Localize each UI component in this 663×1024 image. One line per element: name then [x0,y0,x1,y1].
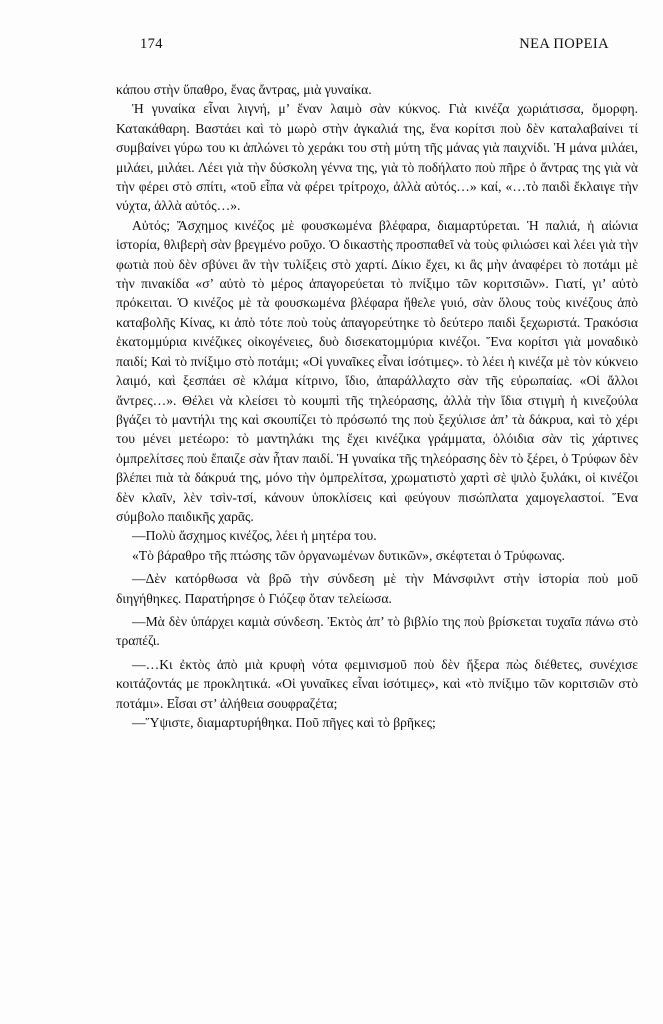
page-header [140,36,609,56]
paragraph: Ἡ γυναίκα εἶναι λιγνή, μ’ ἕναν λαιμὸ σὰν κύκνος. Γιὰ κινέζα χωριάτισσα, ὄμορφη. Κατακάθαρη. Βαστάει καὶ τὸ μωρὸ στὴν ἀγκαλιά της, ἕνα κορίτσι ποὺ δὲν καταλαβαίνει τί συμβαίνει γύρω του κι ἁπλώνει τὸ χεράκι του στὴ μύτη τῆς μάνας γιὰ παιχνίδι. Ἡ μάνα μιλάει, μιλάει, μιλάει. Λέει γιὰ τὴν δύσκολη γέννα της, γιὰ τὸ ποδήλατο ποὺ πῆρε ὁ ἄντρας της γιὰ νὰ τὴν φέρει στὸ σπίτι, «τοῦ εἶπα νὰ φέρει τρίτροχο, ἀλλὰ αὐτός…» καί, «…τὸ παιδὶ ἔκλαιγε τὴν νύχτα, ἀλλὰ αὐτός…». [116,101,638,214]
paragraph: Αὐτός; Ἄσχημος κινέζος μὲ φουσκωμένα βλέφαρα, διαμαρτύρεται. Ἡ παλιά, ἡ αἰώνια ἱστορία, θλιβερὴ σὰν βρεγμένο ροῦχο. Ὁ δικαστὴς προσπαθεῖ νὰ τοὺς φιλιώσει καὶ λέει γιὰ τὴν φωτιὰ ποὺ δὲν σβύνει ἂν τὴν τυλίξεις στὸ χαρτί. Δίκιο ἔχει, κι ἂς μὴν ἀναφέρει τὸ ποτάμι μὲ τὴν πινακίδα «σ’ αὐτὸ τὸ μέρος ἀπαγορεύεται τὸ πνίξιμο τῶν κοριτσιῶν». Γιατί, γι’ αὐτὸ πρόκειται. Ὁ κινέζος μὲ τὰ φουσκωμένα βλέφαρα ἤθελε γυιό, σὰν ὅλους τοὺς κινέζους ἀπὸ καταβολῆς Κίνας, κι ἀπὸ τότε ποὺ τοὺς ἀπαγορεύτηκε τὸ δεύτερο παιδὶ ξεχωριστά. Τρακόσια ἑκατομμύρια κινέζικες οἰκογένειες, δυὸ δισεκατομμύρια κινέζοι. Ἕνα κορίτσι γιὰ μοναδικὸ παιδί; Καὶ τὸ πνίξιμο στὸ ποτάμι; «Οἱ γυναῖκες εἶναι ἰσότιμες». τὸ λέει ἡ κινέζα μὲ τὸν κύκνειο λαιμό, καὶ ξεσπάει σὲ κλάμα κίτρινο, ἴδιο, ἀπαράλλαχτο σὰν τῆς εὐρωπαίας. «Οἱ ἄλλοι ἄντρες…». Θέλει νὰ κλείσει τὸ κουμπὶ τῆς τηλεόρασης, ἀλλὰ τὴν ἴδια στιγμὴ ἡ κινεζούλα βγάζει τὸ μαντήλι της καὶ σκουπίζει τὸ πρόσωπό της ποὺ ξεχύλισε ἀπ’ τὰ δάκρυα, καὶ τὸ χέρι του μένει μετέωρο: τὸ μαντηλάκι της ἔχει κινέζικα γράμματα, ὁλόιδια σὰν τὶς χάρτινες ὀμπρελίτσες ποὺ ἔπαιζε σὰν ἦταν παιδί. Ἡ γυναίκα τῆς τηλεόρασης δὲν τὸ ξέρει, ὁ Τρύφων δὲν βλέπει πιὰ τὰ δάκρυά της, μόνο τὴν ὀμπρελίτσα, χρωματιστὸ χαρτὶ σὲ ψιλὸ ξυλάκι, οἱ κινέζοι δὲν κλαῖν, λὲν τσὶν-τσί, κάνουν ὑποκλίσεις καὶ φεύγουν πισώπλατα χαμογελαστοί. Ἕνα σύμβολο παιδικῆς χαρᾶς. [116,217,638,524]
dialogue-line: —Πολὺ ἄσχημος κινέζος, λέει ἡ μητέρα του. [132,528,377,544]
paragraph: «Τὸ βάραθρο τῆς πτώσης τῶν ὀργανωμένων δυτικῶν», σκέφτεται ὁ Τρύφωνας. [132,547,565,563]
page-number: 174 [140,36,163,52]
running-head-title: ΝΕΑ ΠΟΡΕΙΑ [519,36,609,52]
paragraph: κάπου στὴν ὕπαθρο, ἕνας ἄντρας, μιὰ γυναίκα. [116,82,372,97]
body-text [116,80,638,732]
dialogue-line: —Μὰ δὲν ὑπάρχει καμιὰ σύνδεση. Ἐκτὸς ἀπ’ τὸ βιβλίο της ποὺ βρίσκεται τυχαῖα πάνω στὸ τραπέζι. [116,613,638,649]
dialogue-line: —Ὕψιστε, διαμαρτυρήθηκα. Ποῦ πῆγες καὶ τὸ βρῆκες; [132,715,436,730]
dialogue-line: —Δὲν κατόρθωσα νὰ βρῶ τὴν σύνδεση μὲ τὴν Μάνσφιλντ στὴν ἱστορία ποὺ μοῦ διηγήθηκες. Παρατήρησε ὁ Γιόζεφ ὅταν τελείωσα. [116,571,638,606]
dialogue-line: —…Κι ἐκτὸς ἀπὸ μιὰ κρυφὴ νότα φεμινισμοῦ ποὺ δὲν ἤξερα πὼς διέθετες, συνέχισε κοιτάζοντάς με προκλητικά. «Οἱ γυναῖκες εἶναι ἰσότιμες», καὶ «τὸ πνίξιμο τῶν κοριτσιῶν στὸ ποτάμι». Εἶσαι στ’ ἀλήθεια σουφραζέτα; [116,656,638,711]
